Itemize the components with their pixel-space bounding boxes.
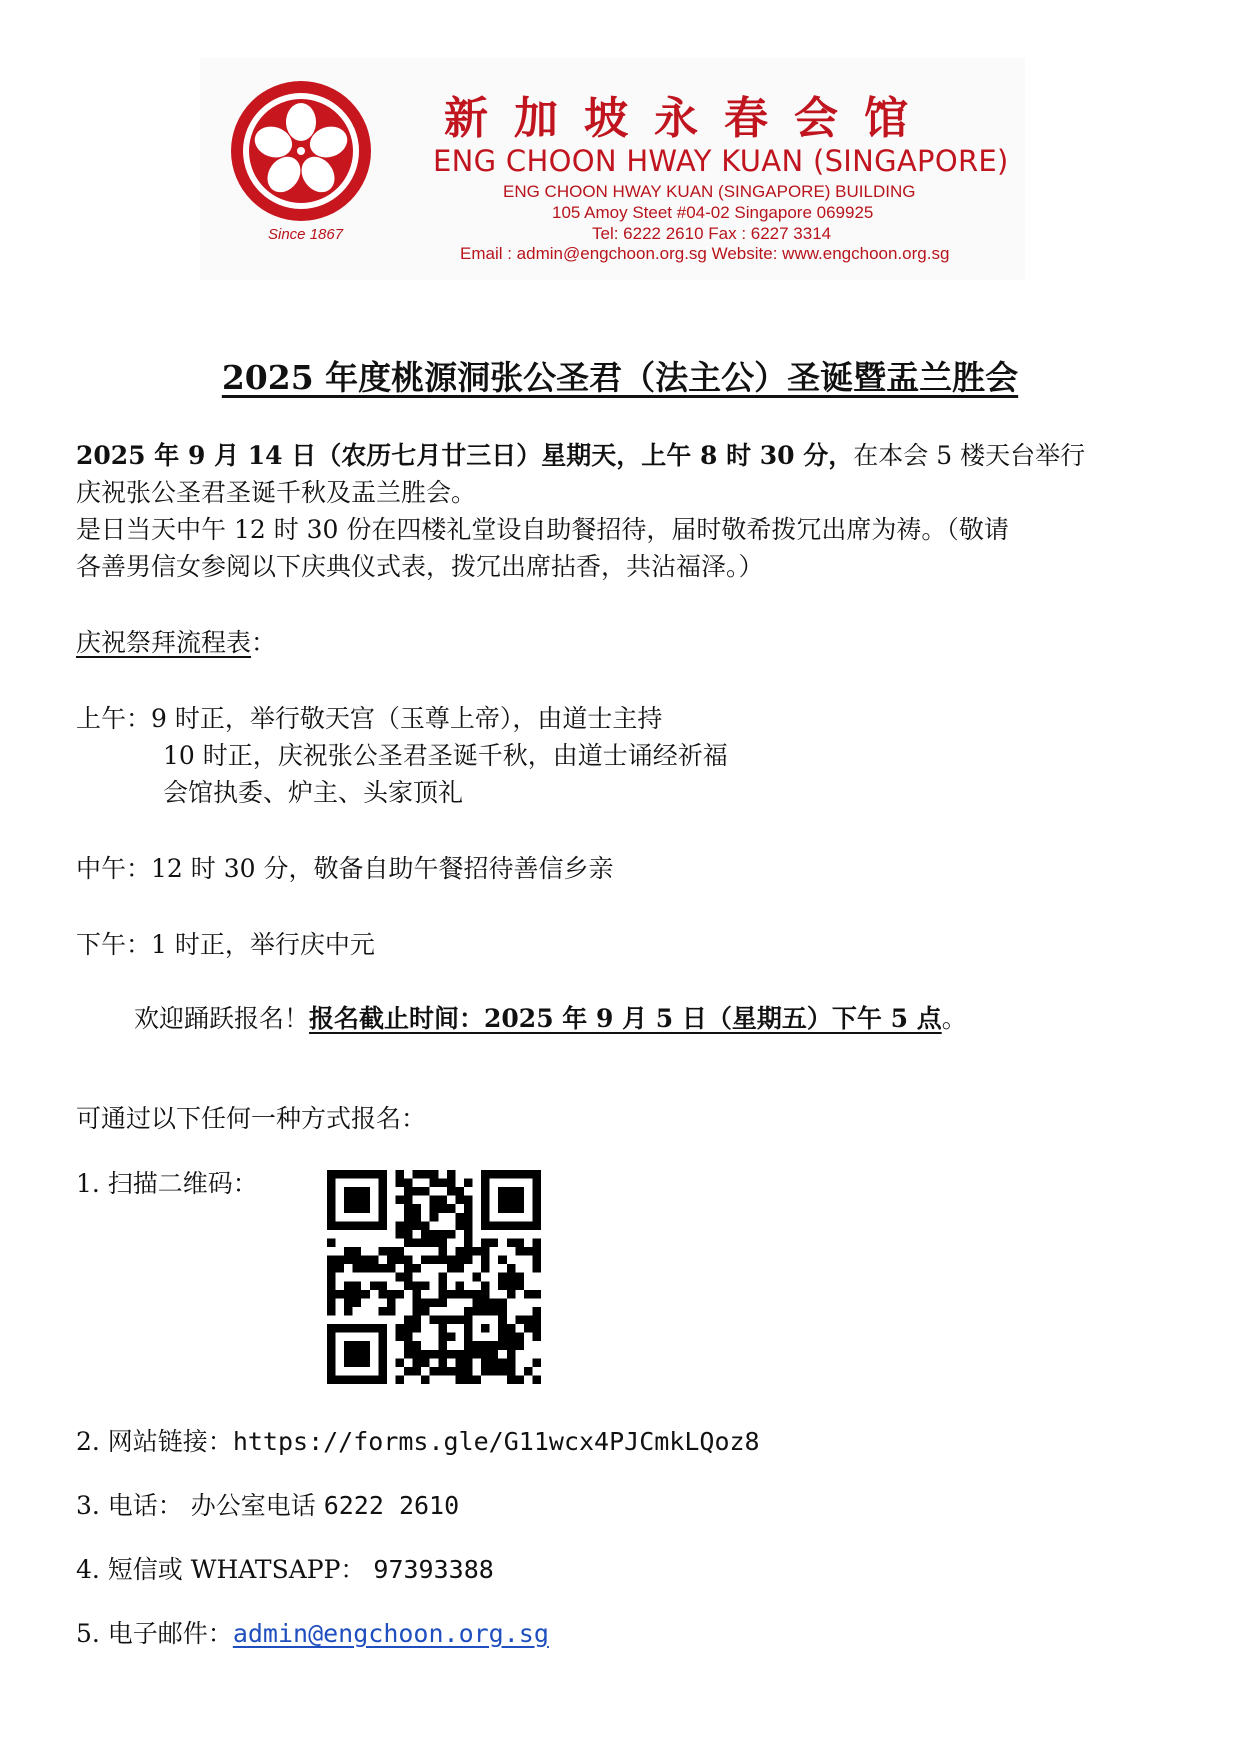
method-3-phone — [76, 1487, 1176, 1524]
event-datetime: 2025 年 9 月 14 日（农历七月廿三日）星期天，上午 8 时 30 分， — [76, 441, 854, 470]
schedule-afternoon: 下午：1 时正，举行庆中元 — [76, 930, 375, 959]
welcome-text: 欢迎踊跃报名！ — [134, 1004, 310, 1033]
deadline-end: 。 — [941, 1004, 967, 1033]
building-name: ENG CHOON HWAY KUAN (SINGAPORE) BUILDING — [503, 182, 916, 201]
method-3-label: 3. 电话： 办公室电话 — [76, 1491, 324, 1520]
logo-icon — [228, 78, 374, 224]
schedule-morning-3: 会馆执委、炉主、头家顶礼 — [163, 778, 464, 807]
schedule-heading-text: 庆祝祭拜流程表 — [76, 628, 252, 657]
intro-line-3: 是日当天中午 12 时 30 份在四楼礼堂设自助餐招待，届时敬希拨冗出席为祷。（敬请 — [76, 515, 1009, 544]
form-url[interactable]: https://forms.gle/G11wcx4PJCmkLQoz8 — [232, 1427, 760, 1456]
deadline-text: 报名截止时间：2025 年 9 月 5 日（星期五）下午 5 点 — [309, 1004, 942, 1033]
method-4-whatsapp — [76, 1551, 1176, 1588]
org-name-chinese: 新加坡永春会馆 — [444, 93, 934, 144]
document-title: 2025 年度桃源洞张公圣君（法主公）圣诞暨盂兰胜会 — [221, 358, 1019, 397]
method-1-qr-label: 1. 扫描二维码： — [76, 1169, 258, 1198]
since-label: Since 1867 — [268, 226, 344, 243]
address: 105 Amoy Steet #04-02 Singapore 069925 — [552, 203, 874, 222]
schedule-noon: 中午：12 时 30 分，敬备自助午餐招待善信乡亲 — [76, 854, 614, 883]
method-2-label: 2. 网站链接： — [76, 1427, 233, 1456]
email-link[interactable]: admin@engchoon.org.sg — [232, 1619, 549, 1648]
intro-line-1 — [76, 437, 1176, 474]
office-phone: 6222 2610 — [323, 1491, 460, 1520]
method-4-label: 4. 短信或 WHATSAPP： — [76, 1555, 374, 1584]
method-5-label: 5. 电子邮件： — [76, 1619, 233, 1648]
whatsapp-number: 97393388 — [373, 1555, 494, 1584]
org-name-english: ENG CHOON HWAY KUAN (SINGAPORE) — [433, 144, 1009, 178]
schedule-heading — [76, 624, 1176, 661]
event-location: 在本会 5 楼天台举行 — [853, 441, 1086, 470]
schedule-morning-2: 10 时正，庆祝张公圣君圣诞千秋，由道士诵经祈福 — [163, 741, 728, 770]
method-2-website — [76, 1423, 1176, 1460]
methods-heading: 可通过以下任何一种方式报名： — [76, 1104, 427, 1133]
method-5-email — [76, 1615, 1176, 1652]
qr-code-icon[interactable] — [327, 1170, 541, 1384]
email-website: Email : admin@engchoon.org.sg Website: www.engchoon.org.sg — [460, 244, 950, 263]
schedule-heading-colon: ： — [251, 628, 277, 657]
intro-line-2: 庆祝张公圣君圣诞千秋及盂兰胜会。 — [76, 478, 477, 507]
schedule-morning-1 — [76, 700, 1176, 737]
intro-line-4: 各善男信女参阅以下庆典仪式表，拨冗出席拈香，共沾福泽。） — [76, 552, 764, 581]
morning-item-1: 9 时正，举行敬天宫（玉尊上帝），由道士主持 — [151, 704, 663, 733]
morning-label: 上午： — [76, 704, 152, 733]
registration-deadline-line — [134, 1000, 1234, 1037]
tel-fax: Tel: 6222 2610 Fax : 6227 3314 — [592, 224, 832, 243]
